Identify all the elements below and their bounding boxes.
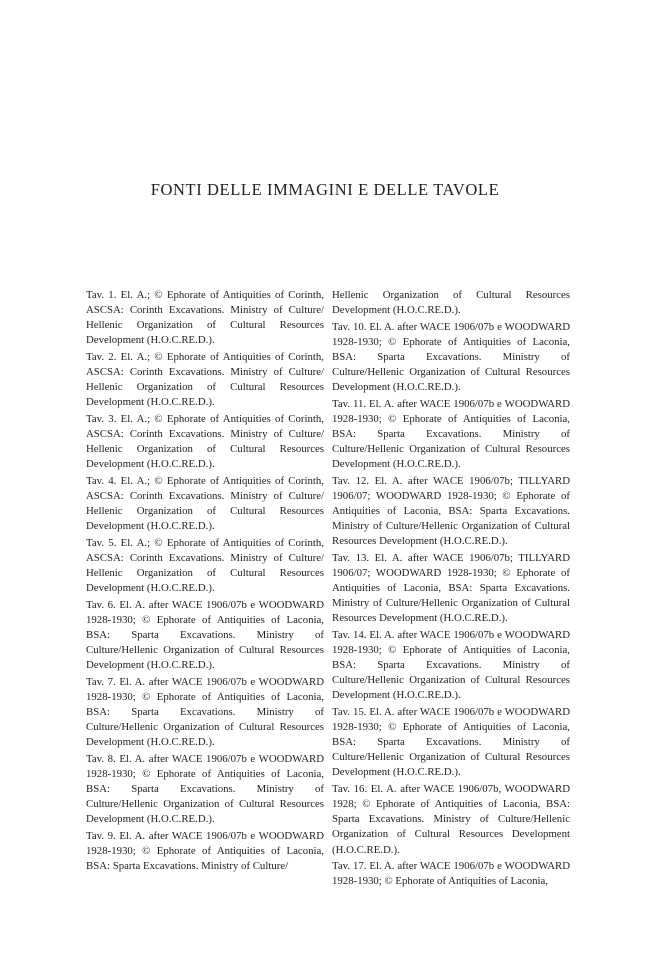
credit-entry-tav-9: Tav. 9. El. A. after WACE 1906/07b e WOODWARD 1928-1930; © Ephorate of Antiquities of Laconia, BSA: Sparta Excavations. Ministry of Culture/: [86, 830, 324, 873]
credit-entry-tav-12: Tav. 12. El. A. after WACE 1906/07b; TILLYARD 1906/07; WOODWARD 1928-1930; © Ephorate of Antiquities of Laconia, BSA: Sparta Excavations. Ministry of Culture/Hellenic Organization of Cultural Resources Development (H.O.C.RE.D.).: [332, 474, 570, 548]
page-title: FONTI DELLE IMMAGINI E DELLE TAVOLE: [150, 180, 500, 199]
credit-entry-tav-1: Tav. 1. El. A.; © Ephorate of Antiquities of Corinth, ASCSA: Corinth Excavations. Ministry of Culture/ Hellenic Organization of Cultural Resources Development (H.O.C.RE.D.).: [86, 289, 324, 347]
credit-entry-tav-17: Tav. 17. El. A. after WACE 1906/07b e WOODWARD 1928-1930; © Ephorate of Antiquities of Laconia,: [332, 860, 570, 888]
left-column: [86, 288, 324, 876]
credit-entry-tav-9-continuation: Hellenic Organization of Cultural Resources Development (H.O.C.RE.D.).: [332, 289, 570, 317]
credit-entry-tav-3: Tav. 3. El. A.; © Ephorate of Antiquities of Corinth, ASCSA: Corinth Excavations. Ministry of Culture/ Hellenic Organization of Cultural Resources Development (H.O.C.RE.D.).: [86, 412, 324, 471]
credit-entry-tav-7: Tav. 7. El. A. after WACE 1906/07b e WOODWARD 1928-1930; © Ephorate of Antiquities of Laconia, BSA: Sparta Excavations. Ministry of Culture/Hellenic Organization of Cultural Resources Development (H.O.C.RE.D.).: [86, 675, 324, 749]
credit-entry-tav-2: Tav. 2. El. A.; © Ephorate of Antiquities of Corinth, ASCSA: Corinth Excavations. Ministry of Culture/ Hellenic Organization of Cultural Resources Development (H.O.C.RE.D.).: [86, 350, 324, 409]
credit-entry-tav-8: Tav. 8. El. A. after WACE 1906/07b e WOODWARD 1928-1930; © Ephorate of Antiquities of Laconia, BSA: Sparta Excavations. Ministry of Culture/Hellenic Organization of Cultural Resources Development (H.O.C.RE.D.).: [86, 752, 324, 826]
credit-entry-tav-6: Tav. 6. El. A. after WACE 1906/07b e WOODWARD 1928-1930; © Ephorate of Antiquities of Laconia, BSA: Sparta Excavations. Ministry of Culture/Hellenic Organization of Cultural Resources Development (H.O.C.RE.D.).: [86, 598, 324, 672]
credit-entry-tav-4: Tav. 4. El. A.; © Ephorate of Antiquities of Corinth, ASCSA: Corinth Excavations. Ministry of Culture/ Hellenic Organization of Cultural Resources Development (H.O.C.RE.D.).: [86, 474, 324, 533]
credit-entry-tav-11: Tav. 11. El. A. after WACE 1906/07b e WOODWARD 1928-1930; © Ephorate of Antiquities of Laconia, BSA: Sparta Excavations. Ministry of Culture/Hellenic Organization of Cultural Resources Development (H.O.C.RE.D.).: [332, 397, 570, 471]
credit-entry-tav-10: Tav. 10. El. A. after WACE 1906/07b e WOODWARD 1928-1930; © Ephorate of Antiquities of Laconia, BSA: Sparta Excavations. Ministry of Culture/Hellenic Organization of Cultural Resources Development (H.O.C.RE.D.).: [332, 320, 570, 394]
credit-entry-tav-15: Tav. 15. El. A. after WACE 1906/07b e WOODWARD 1928-1930; © Ephorate of Antiquities of Laconia, BSA: Sparta Excavations. Ministry of Culture/Hellenic Organization of Cultural Resources Development (H.O.C.RE.D.).: [332, 706, 570, 779]
credit-entry-tav-5: Tav. 5. El. A.; © Ephorate of Antiquities of Corinth, ASCSA: Corinth Excavations. Ministry of Culture/ Hellenic Organization of Cultural Resources Development (H.O.C.RE.D.).: [86, 536, 324, 595]
credit-entry-tav-13: Tav. 13. El. A. after WACE 1906/07b; TILLYARD 1906/07; WOODWARD 1928-1930; © Ephorate of Antiquities of Laconia, BSA: Sparta Excavations. Ministry of Culture/Hellenic Organization of Cultural Resources Development (H.O.C.RE.D.).: [332, 551, 570, 625]
credit-entry-tav-16: Tav. 16. El. A. after WACE 1906/07b, WOODWARD 1928; © Ephorate of Antiquities of Laconia, BSA: Sparta Excavations. Ministry of Culture/Hellenic Organization of Cultural Resources Development (H.O.C.RE.D.).: [332, 783, 570, 856]
right-column: [332, 288, 570, 891]
credit-entry-tav-14: Tav. 14. El. A. after WACE 1906/07b e WOODWARD 1928-1930; © Ephorate of Antiquities of Laconia, BSA: Sparta Excavations. Ministry of Culture/Hellenic Organization of Cultural Resources Development (H.O.C.RE.D.).: [332, 629, 570, 702]
